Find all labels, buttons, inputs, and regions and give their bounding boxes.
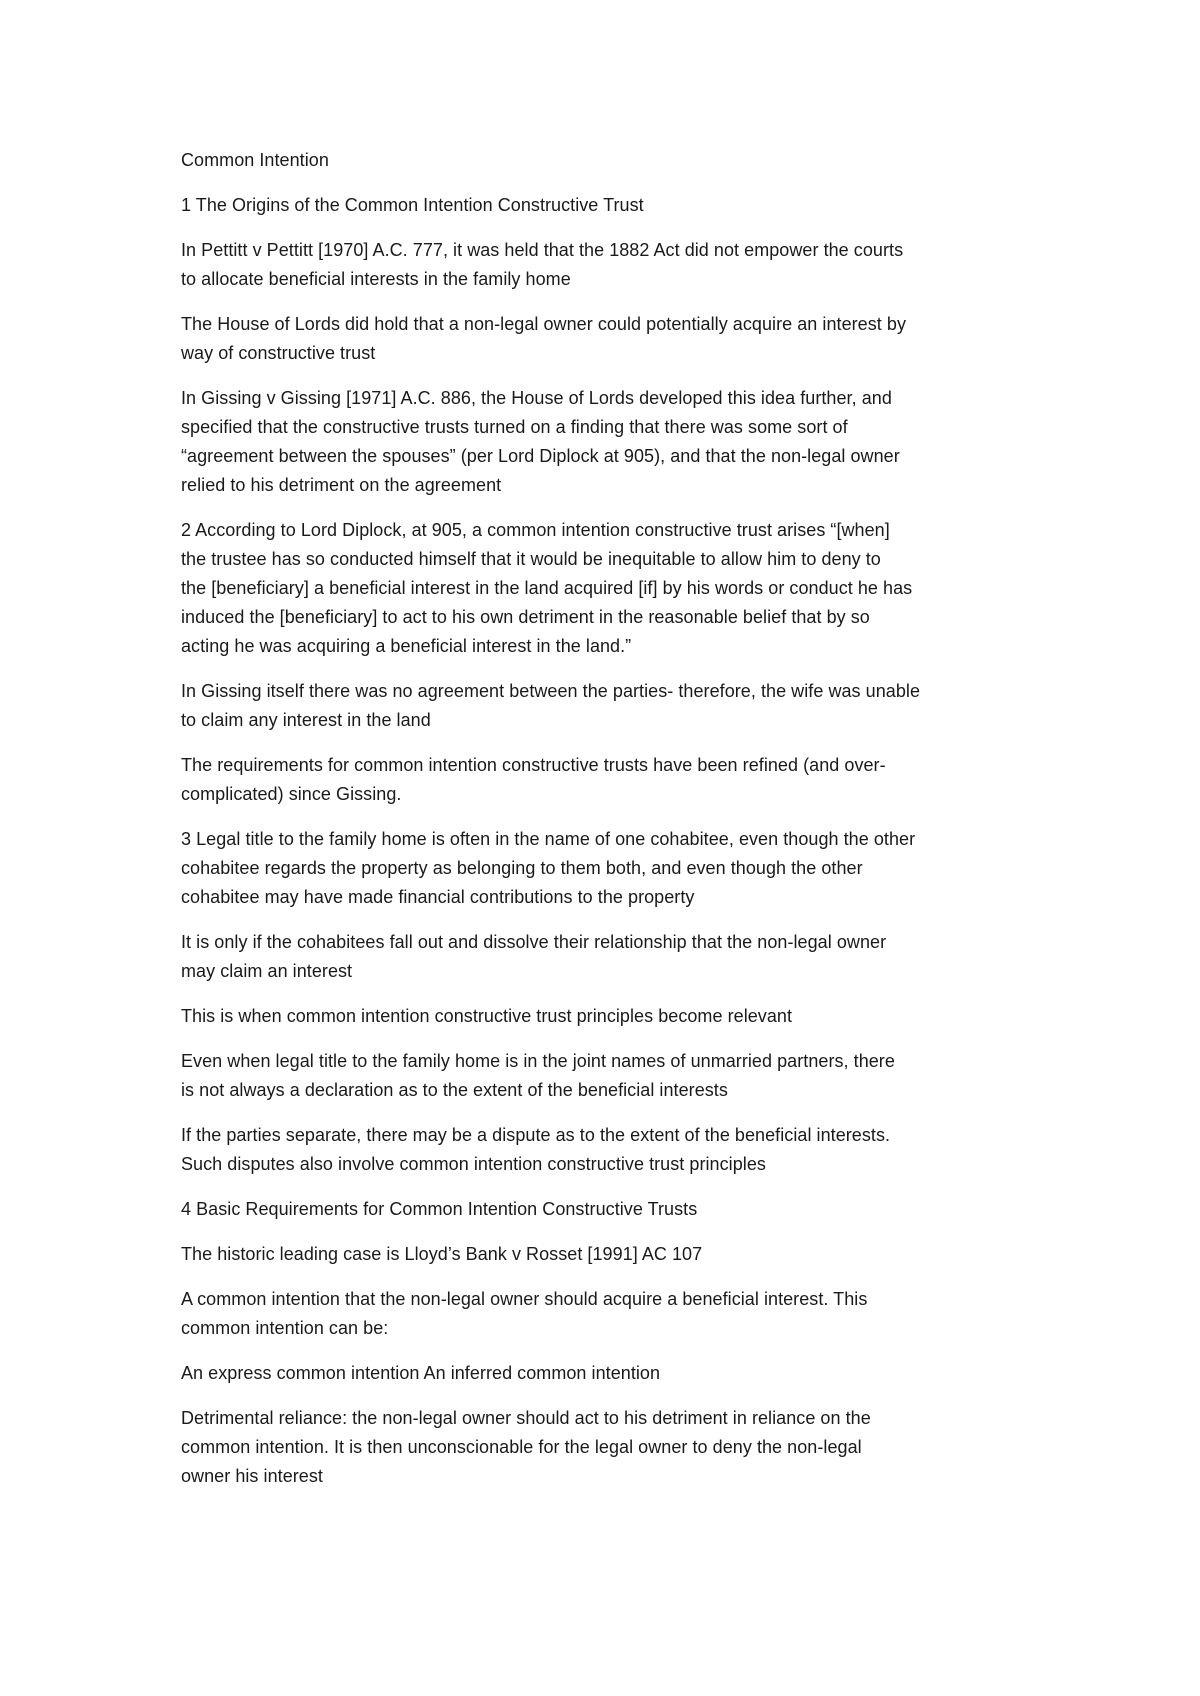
- document-paragraph: [181, 191, 1031, 220]
- text-line: the trustee has so conducted himself that it would be inequitable to allow him to deny to: [181, 549, 881, 569]
- document-paragraph: [181, 516, 1031, 661]
- text-line: Common Intention: [181, 150, 329, 170]
- text-line: In Gissing v Gissing [1971] A.C. 886, the House of Lords developed this idea further, and: [181, 388, 892, 408]
- document-title: [181, 146, 1031, 175]
- text-line: way of constructive trust: [181, 343, 376, 363]
- text-line: specified that the constructive trusts turned on a finding that there was some sort of: [181, 417, 848, 437]
- text-line: acting he was acquiring a beneficial interest in the land.”: [181, 636, 632, 656]
- document-paragraph: [181, 1047, 1031, 1105]
- document-paragraph: [181, 1195, 1031, 1224]
- text-line: In Pettitt v Pettitt [1970] A.C. 777, it was held that the 1882 Act did not empower the courts: [181, 240, 904, 260]
- text-line: 4 Basic Requirements for Common Intention Constructive Trusts: [181, 1199, 698, 1219]
- text-line: owner his interest: [181, 1466, 323, 1486]
- text-line: Even when legal title to the family home is in the joint names of unmarried partners, there: [181, 1051, 895, 1071]
- text-line: induced the [beneficiary] to act to his own detriment in the reasonable belief that by so: [181, 607, 870, 627]
- document-paragraph: [181, 1359, 1031, 1388]
- text-line: complicated) since Gissing.: [181, 784, 402, 804]
- document-paragraph: [181, 1240, 1031, 1269]
- text-line: In Gissing itself there was no agreement between the parties- therefore, the wife was unable: [181, 681, 921, 701]
- document-paragraph: [181, 751, 1031, 809]
- document-paragraph: [181, 310, 1031, 368]
- document-paragraph: [181, 677, 1031, 735]
- text-line: An express common intention An inferred common intention: [181, 1363, 661, 1383]
- text-line: It is only if the cohabitees fall out and dissolve their relationship that the non-legal owner: [181, 932, 887, 952]
- document-paragraph: [181, 236, 1031, 294]
- text-line: common intention. It is then unconscionable for the legal owner to deny the non-legal: [181, 1437, 862, 1457]
- text-line: may claim an interest: [181, 961, 353, 981]
- text-line: relied to his detriment on the agreement: [181, 475, 502, 495]
- document-paragraph: [181, 928, 1031, 986]
- text-line: If the parties separate, there may be a dispute as to the extent of the beneficial interests.: [181, 1125, 891, 1145]
- text-line: This is when common intention constructive trust principles become relevant: [181, 1006, 793, 1026]
- text-line: common intention can be:: [181, 1318, 389, 1338]
- text-line: the [beneficiary] a beneficial interest in the land acquired [if] by his words or conduct he has: [181, 578, 913, 598]
- text-line: Detrimental reliance: the non-legal owner should act to his detriment in reliance on the: [181, 1408, 871, 1428]
- document-paragraph: [181, 1002, 1031, 1031]
- document-body: [181, 146, 1031, 1507]
- text-line: to allocate beneficial interests in the family home: [181, 269, 571, 289]
- text-line: “agreement between the spouses” (per Lord Diplock at 905), and that the non-legal owner: [181, 446, 900, 466]
- text-line: The House of Lords did hold that a non-legal owner could potentially acquire an interest by: [181, 314, 906, 334]
- text-line: A common intention that the non-legal owner should acquire a beneficial interest. This: [181, 1289, 868, 1309]
- text-line: The requirements for common intention constructive trusts have been refined (and over-: [181, 755, 886, 775]
- text-line: to claim any interest in the land: [181, 710, 431, 730]
- text-line: The historic leading case is Lloyd’s Bank v Rosset [1991] AC 107: [181, 1244, 703, 1264]
- text-line: 1 The Origins of the Common Intention Constructive Trust: [181, 195, 644, 215]
- document-paragraph: [181, 384, 1031, 500]
- text-line: is not always a declaration as to the extent of the beneficial interests: [181, 1080, 728, 1100]
- document-paragraph: [181, 825, 1031, 912]
- text-line: 2 According to Lord Diplock, at 905, a common intention constructive trust arises “[when]: [181, 520, 890, 540]
- document-paragraph: [181, 1121, 1031, 1179]
- text-line: cohabitee regards the property as belonging to them both, and even though the other: [181, 858, 863, 878]
- text-line: Such disputes also involve common intention constructive trust principles: [181, 1154, 766, 1174]
- document-paragraph: [181, 1404, 1031, 1491]
- document-paragraph: [181, 1285, 1031, 1343]
- text-line: 3 Legal title to the family home is often in the name of one cohabitee, even though the other: [181, 829, 916, 849]
- text-line: cohabitee may have made financial contributions to the property: [181, 887, 695, 907]
